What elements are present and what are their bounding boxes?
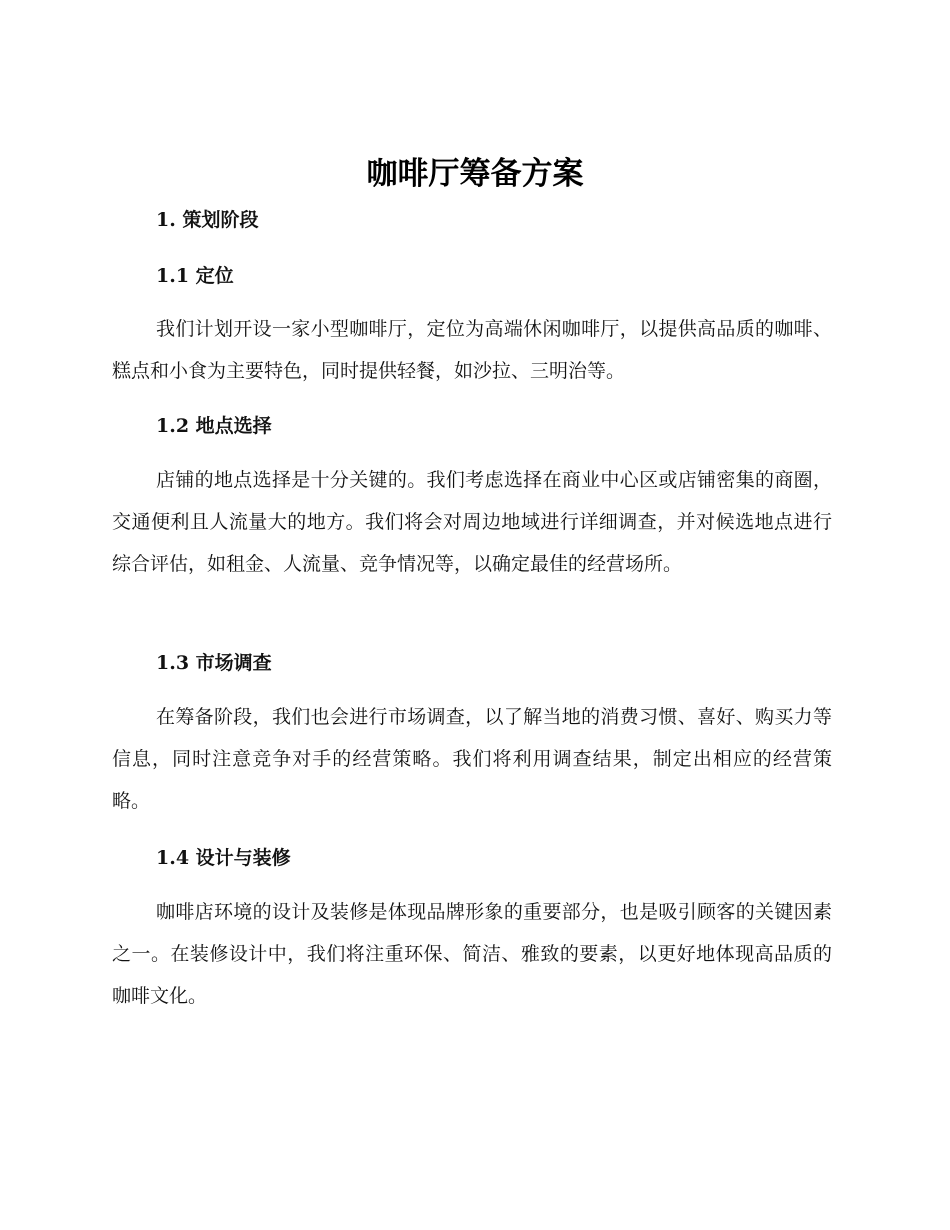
- section-heading-planning: 1. 策划阶段: [156, 209, 259, 231]
- paragraph-location: 店铺的地点选择是十分关键的。我们考虑选择在商业中心区或店铺密集的商圈，交通便利且人流量大的地方。我们将会对周边地域进行详细调查，并对候选地点进行综合评估，如租金、人流量、竞争情况等，以确定最佳的经营场所。: [112, 469, 832, 575]
- document-title: 咖啡厅筹备方案: [366, 156, 584, 192]
- paragraph-market-research: 在筹备阶段，我们也会进行市场调查，以了解当地的消费习惯、喜好、购买力等信息，同时注意竞争对手的经营策略。我们将利用调查结果，制定出相应的经营策略。: [112, 706, 832, 812]
- subsection-heading-location: 1.2 地点选择: [156, 415, 272, 437]
- subsection-heading-design: 1.4 设计与装修: [156, 847, 291, 869]
- subsection-heading-market-research: 1.3 市场调查: [156, 652, 272, 674]
- paragraph-design: 咖啡店环境的设计及装修是体现品牌形象的重要部分，也是吸引顾客的关键因素之一。在装修设计中，我们将注重环保、简洁、雅致的要素，以更好地体现高品质的咖啡文化。: [112, 901, 832, 1007]
- paragraph-positioning: 我们计划开设一家小型咖啡厅，定位为高端休闲咖啡厅，以提供高品质的咖啡、糕点和小食为主要特色，同时提供轻餐，如沙拉、三明治等。: [112, 318, 832, 382]
- subsection-heading-positioning: 1.1 定位: [156, 265, 234, 287]
